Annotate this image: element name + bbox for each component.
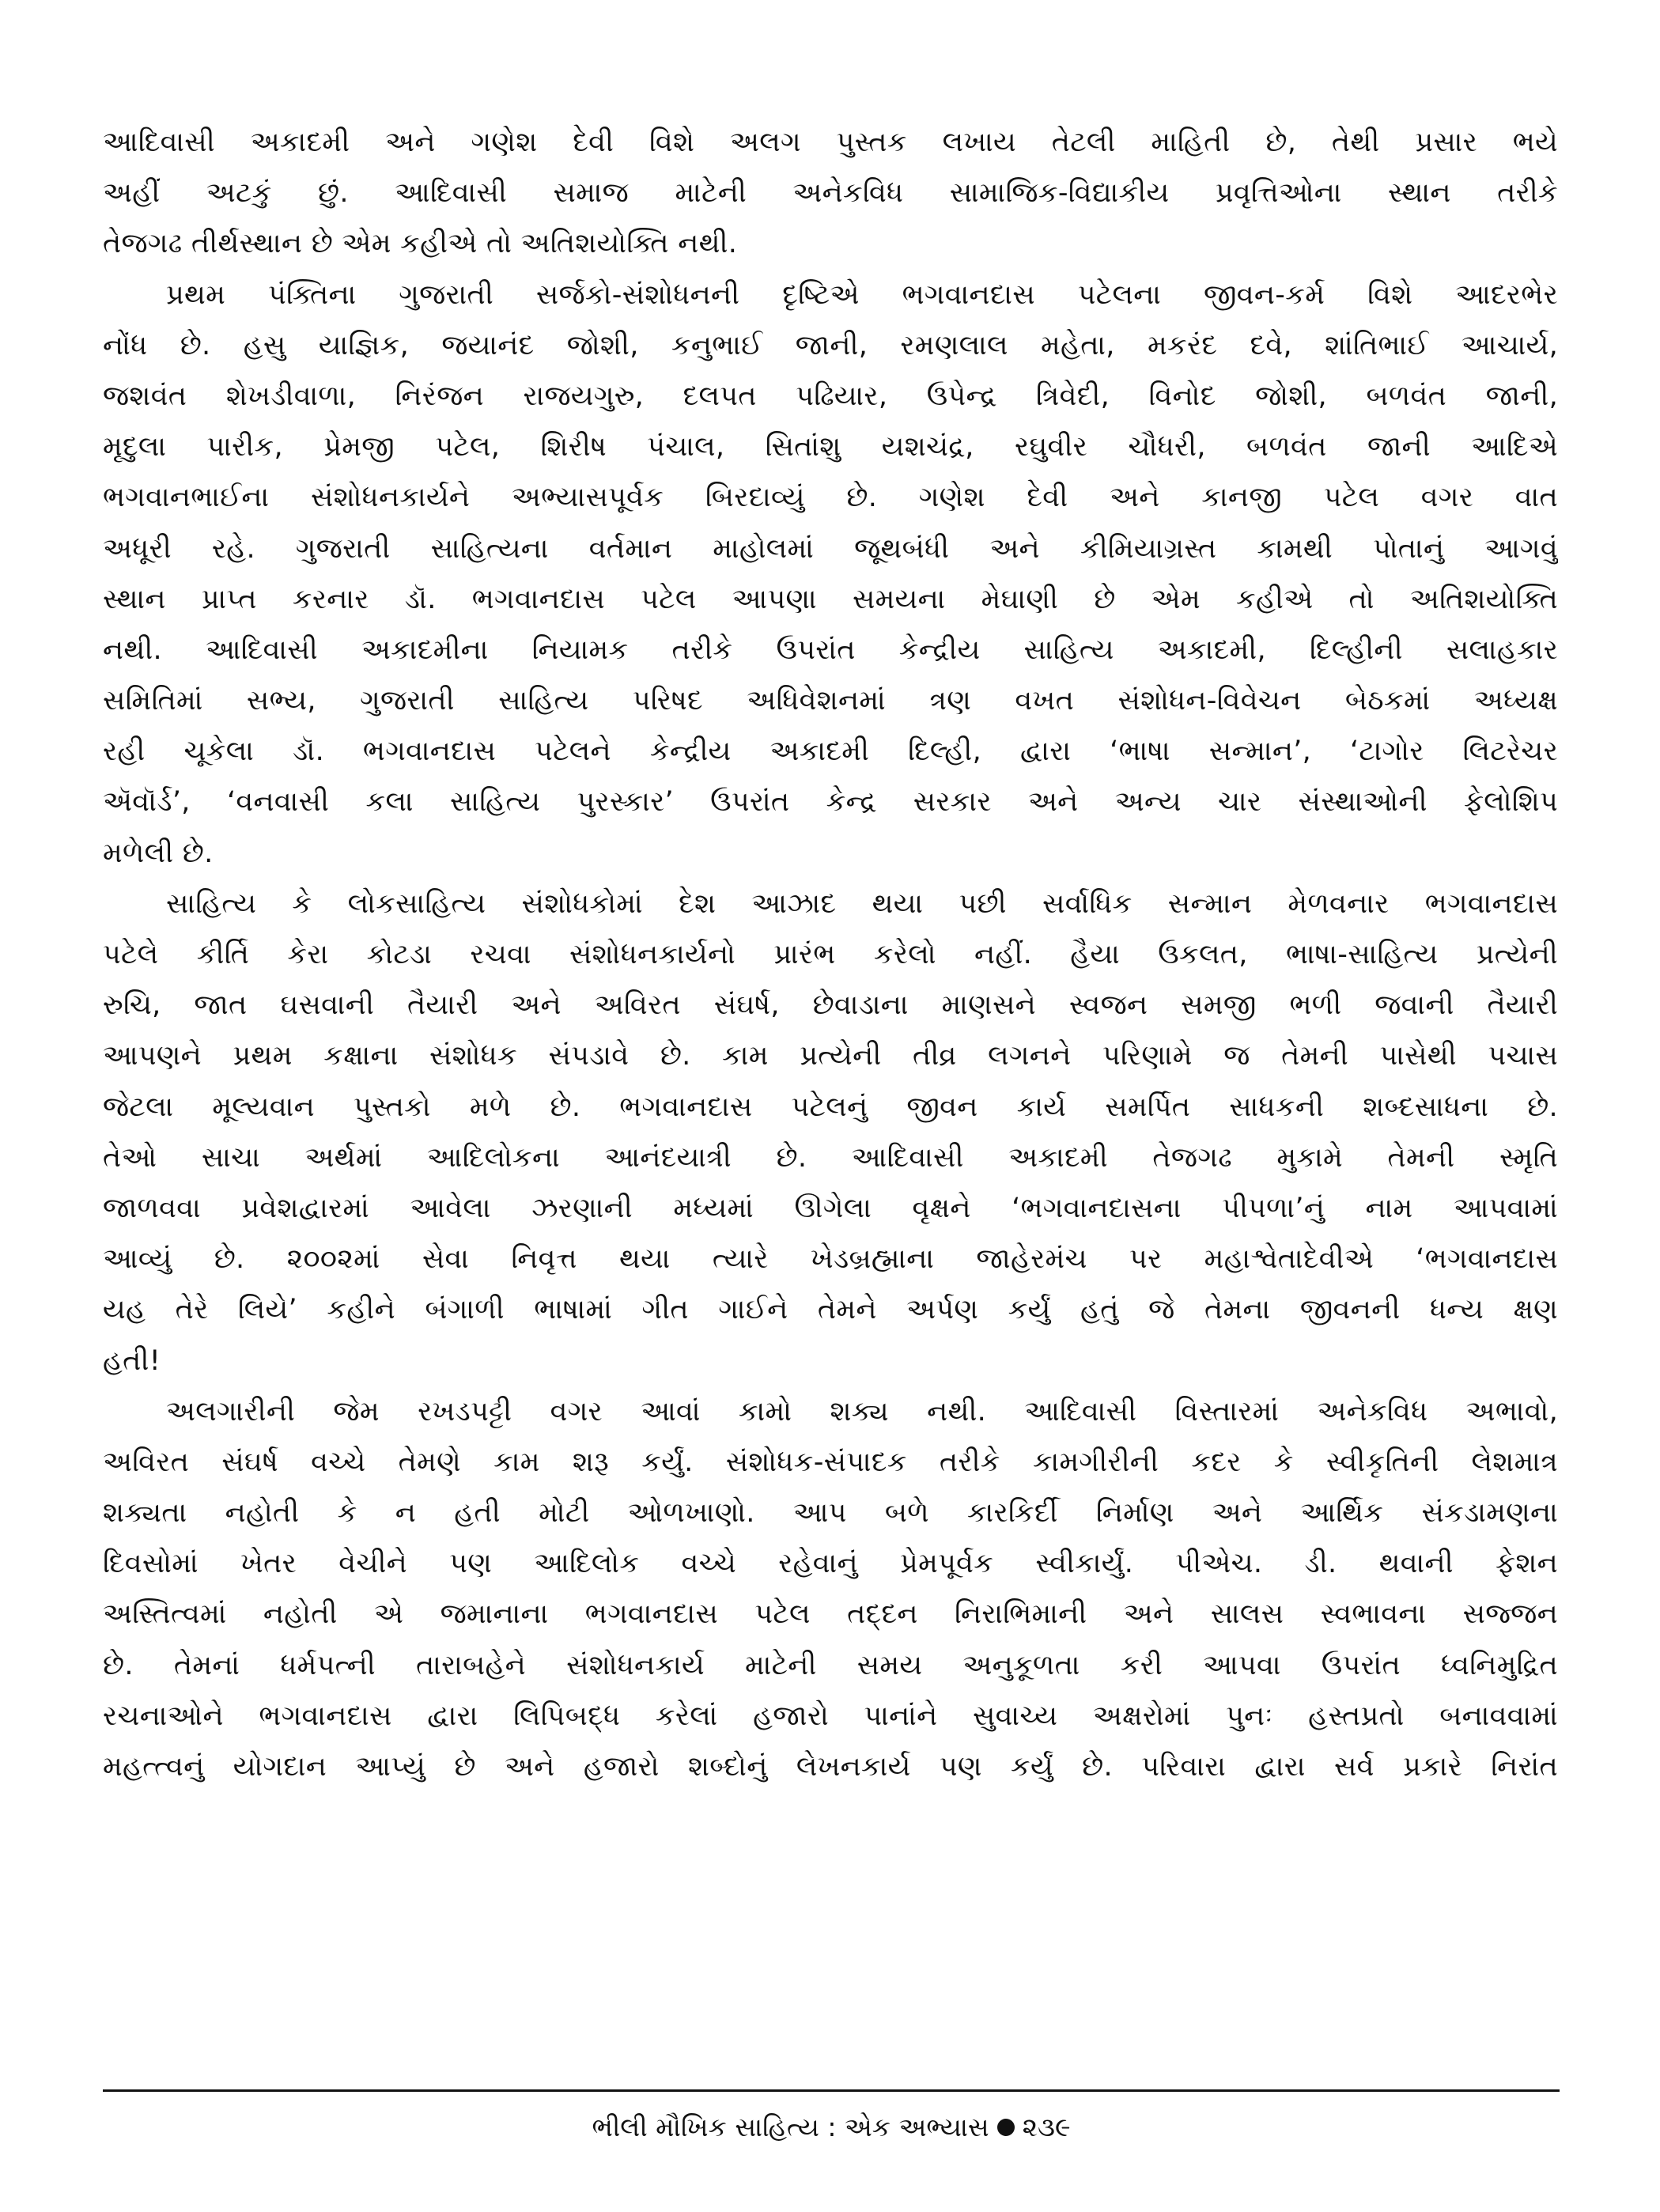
text-line: છે. તેમનાં ધર્મપત્ની તારાબહેને સંશોધનકાર્ય માટેની સમય અનુકૂળતા કરી આપવા ઉપરાંત ધ્વનિમુદ્રિત	[103, 1649, 1558, 1681]
text-line: શક્યતા નહોતી કે ન હતી મોટી ઓળખાણો. આપ બળે કારકિર્દી નિર્માણ અને આર્થિક સંકડામણના	[103, 1497, 1558, 1529]
text-line: જેટલા મૂલ્યવાન પુસ્તકો મળે છે. ભગવાનદાસ પટેલનું જીવન કાર્ય સમર્પિત સાધકની શબ્દસાધના છે.	[103, 1091, 1558, 1123]
text-line: તેજગઢ તીર્થસ્થાન છે એમ કહીએ તો અતિશયોક્તિ નથી.	[103, 228, 738, 260]
text-line: ઍવૉર્ડ’, ‘વનવાસી કલા સાહિત્ય પુરસ્કાર’ ઉપરાંત કેન્દ્ર સરકાર અને અન્ય ચાર સંસ્થાઓની ફેલોશિપ	[103, 786, 1558, 819]
text-line: અહીં અટકું છું. આદિવાસી સમાજ માટેની અનેકવિધ સામાજિક-વિદ્યાકીય પ્રવૃત્તિઓના સ્થાન તરીકે	[103, 177, 1558, 210]
text-line: પટેલે કીર્તિ કેરા કોટડા રચવા સંશોધનકાર્યનો પ્રારંભ કરેલો નહીં. હૈયા ઉકલત, ભાષા-સાહિત્ય પ્રત્યેની	[103, 939, 1558, 970]
text-line: જશવંત શેખડીવાળા, નિરંજન રાજયગુરુ, દલપત પઢિયાર, ઉપેન્દ્ર ત્રિવેદી, વિનોદ જોશી, બળવંત જાની,	[103, 380, 1558, 412]
text-line: સમિતિમાં સભ્ય, ગુજરાતી સાહિત્ય પરિષદ અધિવેશનમાં ત્રણ વખત સંશોધન-વિવેચન બેઠકમાં અધ્યક્ષ	[103, 685, 1558, 717]
text-line: આદિવાસી અકાદમી અને ગણેશ દેવી વિશે અલગ પુસ્તક લખાય તેટલી માહિતી છે, તેથી પ્રસાર ભયે	[103, 127, 1558, 158]
text-line: રહી ચૂકેલા ડૉ. ભગવાનદાસ પટેલને કેન્દ્રીય અકાદમી દિલ્હી, દ્વારા ‘ભાષા સન્માન’, ‘ટાગોર લિટરેચર	[103, 735, 1558, 768]
text-line: અધૂરી રહે. ગુજરાતી સાહિત્યના વર્તમાન માહોલમાં જૂથબંધી અને કીમિયાગ્રસ્ત કામથી પોતાનું આગવું	[103, 532, 1558, 565]
text-line: ભગવાનભાઈના સંશોધનકાર્યને અભ્યાસપૂર્વક બિરદાવ્યું છે. ગણેશ દેવી અને કાનજી પટેલ વગર વાત	[103, 482, 1558, 514]
bullet-icon	[997, 2119, 1015, 2136]
body-text	[103, 117, 1558, 1792]
text-line: મૃદુલા પારીક, પ્રેમજી પટેલ, શિરીષ પંચાલ, સિતાંશુ યશચંદ્ર, રઘુવીર ચૌધરી, બળવંત જાની આદિએ	[103, 431, 1558, 463]
text-line: રુચિ, જાત ઘસવાની તૈયારી અને અવિરત સંઘર્ષ, છેવાડાના માણસને સ્વજન સમજી ભળી જવાની તૈયારી	[103, 989, 1558, 1022]
text-line: મહત્ત્વનું યોગદાન આપ્યું છે અને હજારો શબ્દોનું લેખનકાર્ય પણ કર્યું છે. પરિવારા દ્વારા સર્વ પ્રકારે નિરાંત	[103, 1751, 1558, 1783]
text-line: સ્થાન પ્રાપ્ત કરનાર ડૉ. ભગવાનદાસ પટેલ આપણા સમયના મેઘાણી છે એમ કહીએ તો અતિશયોક્તિ	[103, 583, 1558, 615]
text-line: જાળવવા પ્રવેશદ્વારમાં આવેલા ઝરણાની મધ્યમાં ઊગેલા વૃક્ષને ‘ભગવાનદાસના પીપળા’નું નામ આપવામાં	[103, 1192, 1558, 1224]
paragraph-start-line: અલગારીની જેમ રખડપટ્ટી વગર આવાં કામો શક્ય નથી. આદિવાસી વિસ્તારમાં અનેકવિધ અભાવો,	[166, 1395, 1558, 1427]
text-line: દિવસોમાં ખેતર વેચીને પણ આદિલોક વચ્ચે રહેવાનું પ્રેમપૂર્વક સ્વીકાર્યું. પીએચ. ડી. થવાની ફેશન	[103, 1548, 1558, 1580]
text-line: રચનાઓને ભગવાનદાસ દ્વારા લિપિબદ્ધ કરેલાં હજારો પાનાંને સુવાચ્ય અક્ષરોમાં પુનઃ હસ્તપ્રતો બનાવવામાં	[103, 1700, 1558, 1732]
text-line: નથી. આદિવાસી અકાદમીના નિયામક તરીકે ઉપરાંત કેન્દ્રીય સાહિત્ય અકાદમી, દિલ્હીની સલાહકાર	[103, 633, 1558, 666]
footer-book-title: ભીલી મૌખિક સાહિત્ય : એક અભ્યાસ	[592, 2112, 989, 2142]
paragraph-start-line: પ્રથમ પંક્તિના ગુજરાતી સર્જકો-સંશોધનની દૃષ્ટિએ ભગવાનદાસ પટેલના જીવન-કર્મ વિશે આદરભેર	[166, 278, 1558, 311]
text-line: તેઓ સાચા અર્થમાં આદિલોકના આનંદયાત્રી છે. આદિવાસી અકાદમી તેજગઢ મુકામે તેમની સ્મૃતિ	[103, 1141, 1558, 1174]
text-line: યહ તેરે લિયે’ કહીને બંગાળી ભાષામાં ગીત ગાઈને તેમને અર્પણ કર્યું હતું જે તેમના જીવનની ધન્ય ક્ષણ	[103, 1294, 1558, 1326]
text-line: મળેલી છે.	[103, 837, 214, 869]
text-line: હતી!	[103, 1344, 161, 1377]
page-footer	[103, 2104, 1560, 2151]
text-line: આપણને પ્રથમ કક્ષાના સંશોધક સંપડાવે છે. કામ પ્રત્યેની તીવ્ર લગનને પરિણામે જ તેમની પાસેથી પચાસ	[103, 1040, 1558, 1072]
text-line: અવિરત સંઘર્ષ વચ્ચે તેમણે કામ શરૂ કર્યું. સંશોધક-સંપાદક તરીકે કામગીરીની કદર કે સ્વીકૃતિની લેશમાત્ર	[103, 1446, 1558, 1478]
text-line: આવ્યું છે. ૨૦૦૨માં સેવા નિવૃત્ત થયા ત્યારે ખેડબ્રહ્માના જાહેરમંચ પર મહાશ્વેતાદેવીએ ‘ભગવાનદાસ	[103, 1243, 1558, 1276]
page-number: ૨૩૯	[1022, 2112, 1071, 2142]
paragraph-start-line: સાહિત્ય કે લોકસાહિત્ય સંશોધકોમાં દેશ આઝાદ થયા પછી સર્વાધિક સન્માન મેળવનાર ભગવાનદાસ	[166, 887, 1558, 920]
text-line: નોંધ છે. હસુ યાજ્ઞિક, જયાનંદ જોશી, કનુભાઈ જાની, રમણલાલ મહેતા, મકરંદ દવે, શાંતિભાઈ આચાર્ય,	[103, 329, 1558, 361]
text-line: અસ્તિત્વમાં નહોતી એ જમાનાના ભગવાનદાસ પટેલ તદ્દન નિરાભિમાની અને સાલસ સ્વભાવના સજ્જન	[103, 1598, 1558, 1631]
footer-divider	[103, 2089, 1560, 2092]
